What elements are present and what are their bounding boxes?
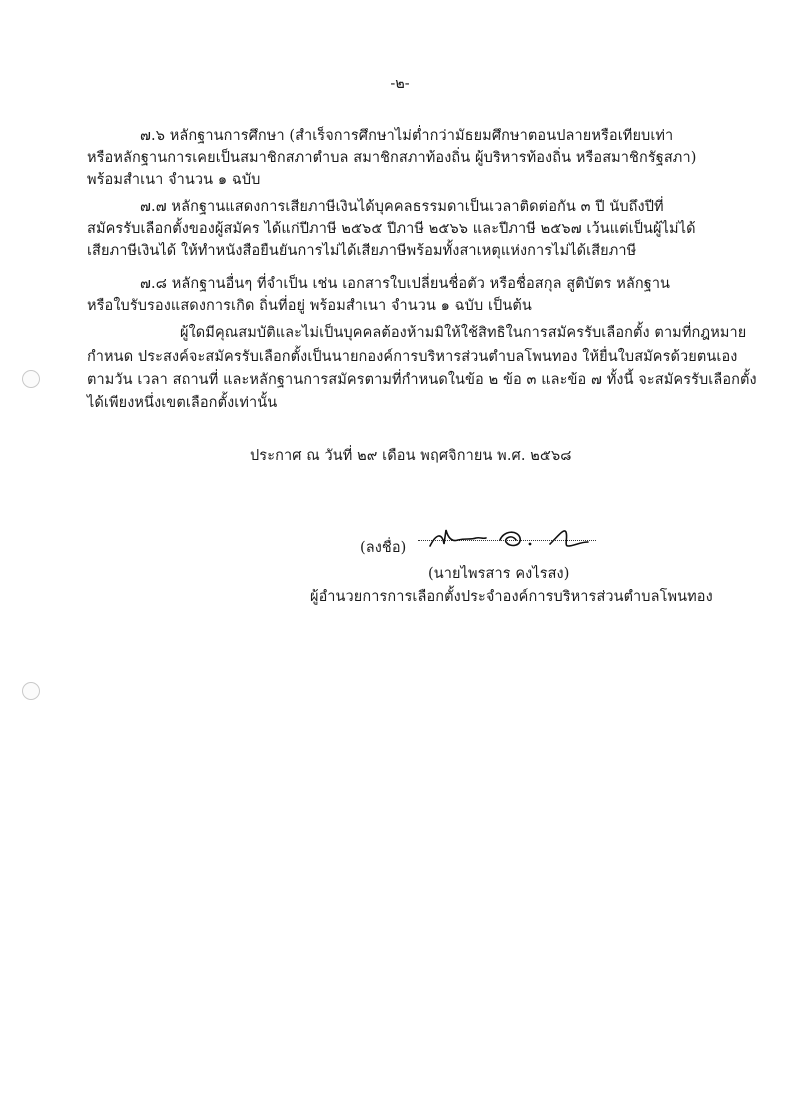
punch-hole-bottom xyxy=(22,682,40,700)
announcement-date: ประกาศ ณ วันที่ ๒๙ เดือน พฤศจิกายน พ.ศ. ๒๕๖๘ xyxy=(250,448,572,464)
item-7-7-line-2: สมัครรับเลือกตั้งของผู้สมัคร ได้แก่ปีภาษี ๒๕๖๕ ปีภาษี ๒๕๖๖ และปีภาษี ๒๕๖๗ เว้นแต่เป็นผู้ไม่ได้ xyxy=(87,221,696,237)
sign-label: (ลงชื่อ) xyxy=(360,540,407,556)
closing-paragraph-line-1: ผู้ใดมีคุณสมบัติและไม่เป็นบุคคลต้องห้ามมิให้ใช้สิทธิในการสมัครรับเลือกตั้ง ตามที่กฎหมาย xyxy=(180,325,747,341)
signer-position: ผู้อำนวยการการเลือกตั้งประจำองค์การบริหารส่วนตำบลโพนทอง xyxy=(310,589,713,605)
item-7-7-line-1: ๗.๗ หลักฐานแสดงการเสียภาษีเงินได้บุคคลธรรมดาเป็นเวลาติดต่อกัน ๓ ปี นับถึงปีที่ xyxy=(140,199,664,215)
handwritten-signature xyxy=(418,524,608,556)
item-7-6-line-2: หรือหลักฐานการเคยเป็นสมาชิกสภาตำบล สมาชิกสภาท้องถิ่น ผู้บริหารท้องถิ่น หรือสมาชิกรัฐสภา) xyxy=(87,150,697,166)
item-7-7-line-3: เสียภาษีเงินได้ ให้ทำหนังสือยืนยันการไม่ได้เสียภาษีพร้อมทั้งสาเหตุแห่งการไม่ได้เสียภาษี xyxy=(87,243,637,259)
item-7-8-line-1: ๗.๘ หลักฐานอื่นๆ ที่จำเป็น เช่น เอกสารใบเปลี่ยนชื่อตัว หรือชื่อสกุล สูติบัตร หลักฐาน xyxy=(140,276,671,292)
punch-hole-top xyxy=(22,370,40,388)
item-7-6-line-1: ๗.๖ หลักฐานการศึกษา (สำเร็จการศึกษาไม่ต่ำกว่ามัธยมศึกษาตอนปลายหรือเทียบเท่า xyxy=(140,128,674,144)
signer-name: (นายไพรสาร คงไรสง) xyxy=(428,566,570,582)
page-number: -๒- xyxy=(390,76,410,92)
closing-paragraph-line-4: ได้เพียงหนึ่งเขตเลือกตั้งเท่านั้น xyxy=(87,395,278,411)
item-7-8-line-2: หรือใบรับรองแสดงการเกิด ถิ่นที่อยู่ พร้อมสำเนา จำนวน ๑ ฉบับ เป็นต้น xyxy=(87,298,532,314)
closing-paragraph-line-3: ตามวัน เวลา สถานที่ และหลักฐานการสมัครตามที่กำหนดในข้อ ๒ ข้อ ๓ และข้อ ๗ ทั้งนี้ จะสมัครรับเลือกตั้ง xyxy=(87,372,757,388)
closing-paragraph-line-2: กำหนด ประสงค์จะสมัครรับเลือกตั้งเป็นนายกองค์การบริหารส่วนตำบลโพนทอง ให้ยื่นใบสมัครด้วยตนเอง xyxy=(87,349,738,365)
item-7-6-line-3: พร้อมสำเนา จำนวน ๑ ฉบับ xyxy=(87,172,261,188)
